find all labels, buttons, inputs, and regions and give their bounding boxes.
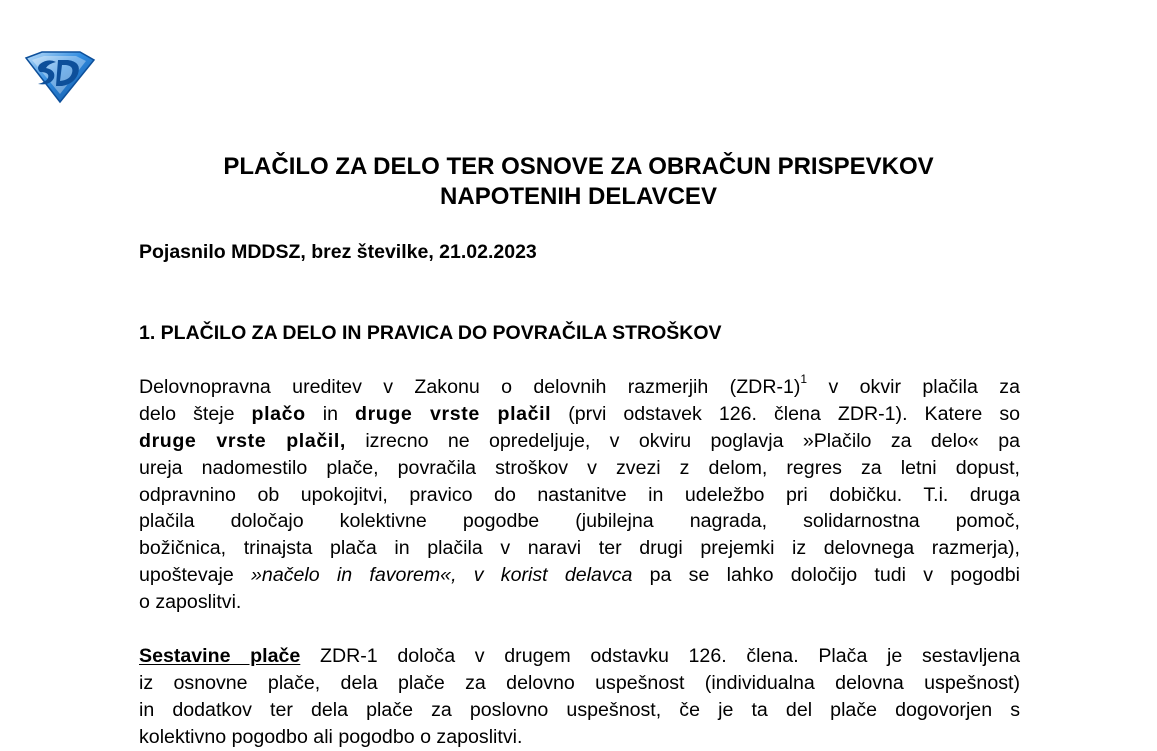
paragraph-line: Delovnopravna ureditev v Zakonu o delovnih razmerjih $(ZDR-1)^1$ v okvir plačila za (139, 372, 1020, 398)
document-title (0, 152, 1157, 212)
paragraph-line: delo šteje plačo in druge vrste plačil (prvi odstavek 126. člena ZDR-1). Katere so (139, 402, 1021, 425)
paragraph-line: plačila določajo kolektivne pogodbe (jubilejna nagrada, solidarnostna pomoč, (139, 510, 1020, 533)
paragraph-line: druge vrste plačil, izrecno ne opredeljuje, v okviru poglavja »Plačilo za delo« pa (139, 429, 1020, 452)
paragraph-line: o zaposlitvi. (139, 591, 242, 614)
paragraph-line: ureja nadomestilo plače, povračila stroškov v zvezi z delom, regres za letni dopust, (139, 456, 1020, 479)
paragraph-line: iz osnovne plače, dela plače za delovno uspešnost (individualna delovna uspešnost) (139, 671, 1020, 694)
company-logo-icon (22, 50, 96, 104)
paragraph-line: božičnica, trinajsta plača in plačila v naravi ter drugi prejemki iz delovnega razmerja), (139, 537, 1020, 560)
document-subtitle: Pojasnilo MDDSZ, brez številke, 21.02.2023 (139, 241, 537, 263)
underlined-term: Sestavine plače (139, 645, 301, 667)
title-line-1: PLAČILO ZA DELO TER OSNOVE ZA OBRAČUN PRISPEVKOV (223, 153, 934, 180)
section-heading: 1. PLAČILO ZA DELO IN PRAVICA DO POVRAČILA STROŠKOV (139, 322, 722, 344)
title-line-2: NAPOTENIH DELAVCEV (440, 183, 717, 210)
paragraph-line: Sestavine plače ZDR-1 določa v drugem odstavku 126. člena. Plača je sestavljena (139, 645, 1020, 667)
paragraph-line: in dodatkov ter dela plače za poslovno uspešnost, če je ta del plače dogovorjen s (139, 698, 1020, 721)
paragraph-2 (139, 643, 1020, 751)
paragraph-line: kolektivno pogodbo ali pogodbo o zaposlitvi. (139, 725, 523, 748)
paragraph-1 (139, 374, 1020, 616)
footnote-marker[interactable]: 1 (800, 372, 808, 387)
paragraph-line: upoštevaje »načelo in favorem«, v korist delavca pa se lahko določijo tudi v pogodbi (139, 564, 1021, 587)
paragraph-line: odpravnino ob upokojitvi, pravico do nastanitve in udeležbo pri dobičku. T.i. druga (139, 483, 1020, 506)
